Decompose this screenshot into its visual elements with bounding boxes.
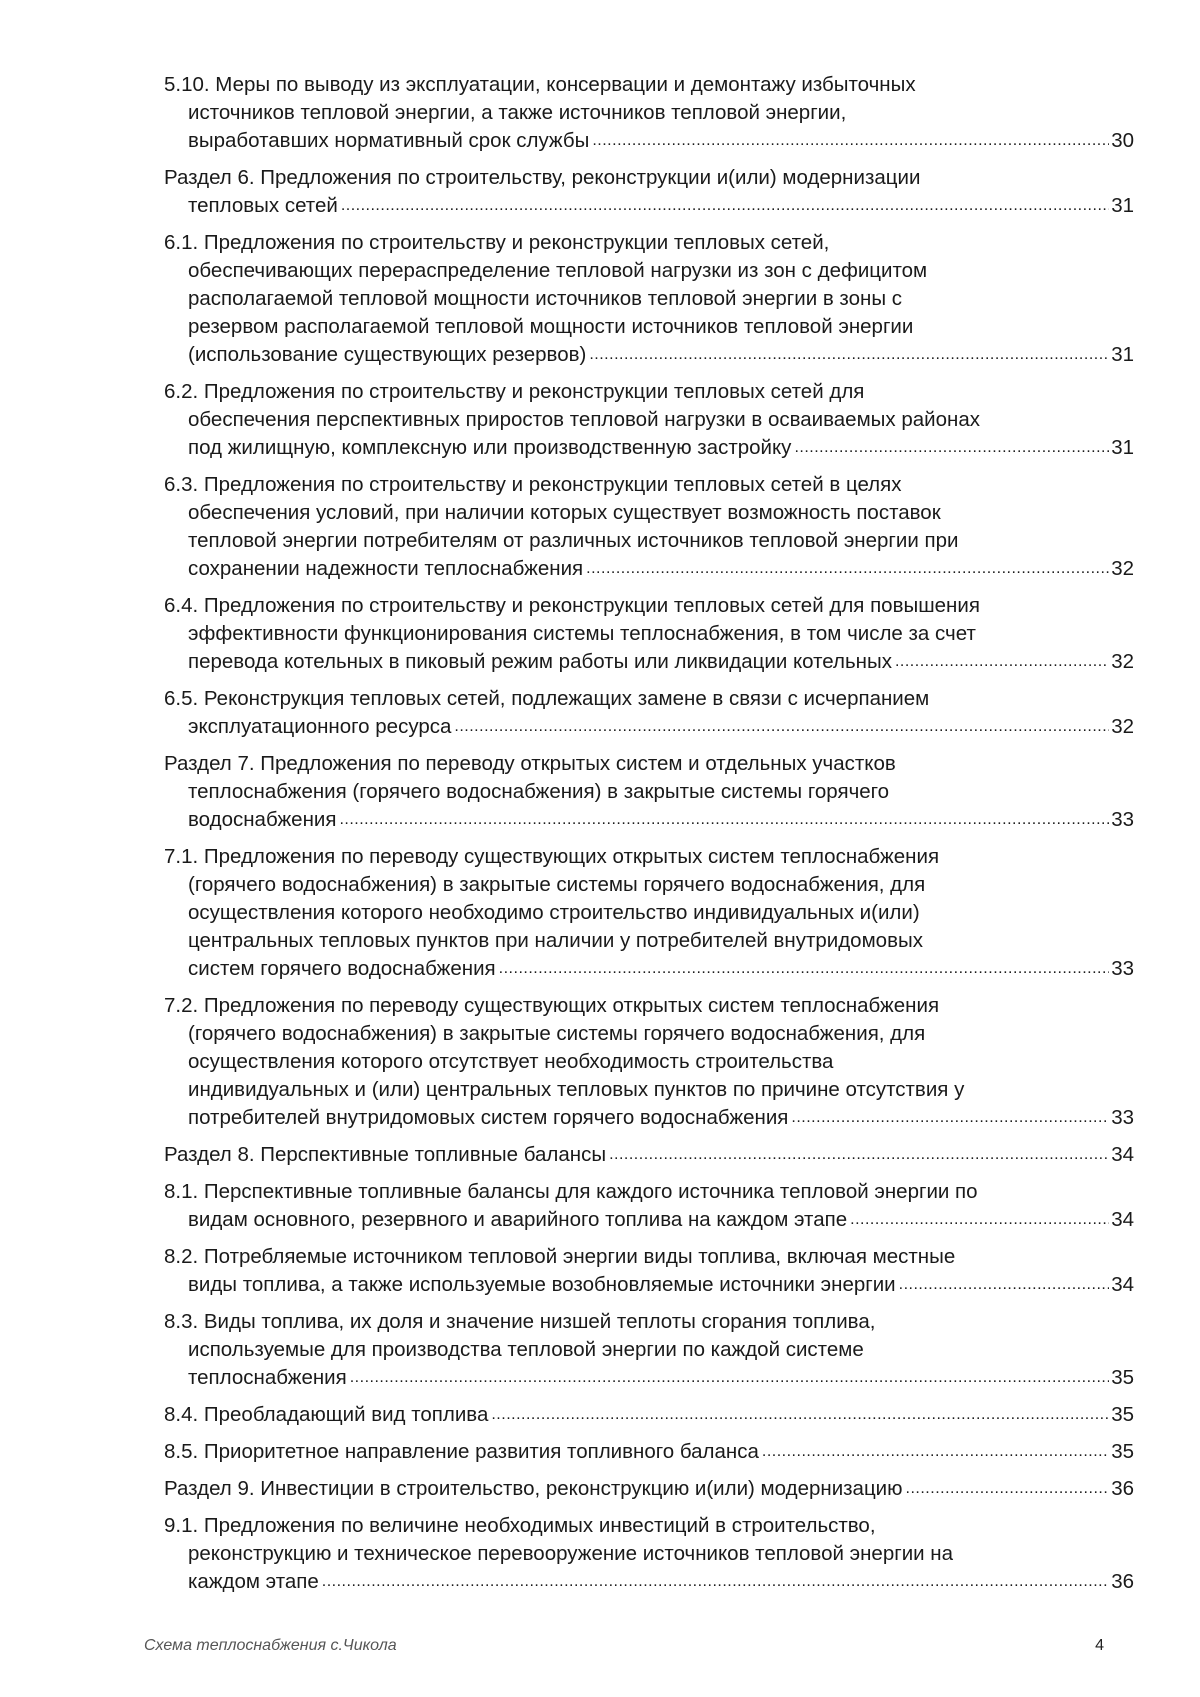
toc-entry-text: потребителей внутридомовых систем горячего водоснабжения xyxy=(188,1106,789,1129)
toc-entry-line xyxy=(164,1401,1134,1429)
toc-entry[interactable] xyxy=(164,750,1134,834)
toc-entry-line: 9.1. Предложения по величине необходимых инвестиций в строительство, xyxy=(164,1514,876,1537)
toc-page-number: 34 xyxy=(1111,1273,1134,1296)
toc-entry-text: (использование существующих резервов) xyxy=(188,343,587,366)
toc-entry-line: эффективности функционирования системы теплоснабжения, в том числе за счет xyxy=(188,622,976,645)
toc-entry-line xyxy=(164,1141,1134,1169)
toc-entry-line xyxy=(164,1438,1134,1466)
table-of-contents xyxy=(164,71,1134,1605)
dot-leader xyxy=(762,1438,1109,1466)
toc-entry-line: центральных тепловых пунктов при наличии у потребителей внутридомовых xyxy=(188,929,923,952)
toc-entry[interactable] xyxy=(164,1308,1134,1392)
toc-entry[interactable] xyxy=(164,592,1134,676)
footer-page-number: 4 xyxy=(1095,1637,1104,1654)
toc-entry-text: 8.5. Приоритетное направление развития топливного баланса xyxy=(164,1440,759,1463)
toc-entry-line xyxy=(164,806,1134,834)
toc-entry-line: располагаемой тепловой мощности источников тепловой энергии в зоны с xyxy=(188,287,902,310)
toc-entry-text: эксплуатационного ресурса xyxy=(188,715,452,738)
toc-entry[interactable] xyxy=(164,1438,1134,1466)
toc-page-number: 33 xyxy=(1111,1106,1134,1129)
toc-entry-line: теплоснабжения (горячего водоснабжения) в закрытые системы горячего xyxy=(188,780,890,803)
toc-page-number: 36 xyxy=(1111,1477,1134,1500)
toc-page-number: 35 xyxy=(1111,1440,1134,1463)
toc-entry-text: каждом этапе xyxy=(188,1570,319,1593)
toc-entry-text: теплоснабжения xyxy=(188,1366,347,1389)
toc-entry-line: 6.3. Предложения по строительству и реконструкции тепловых сетей в целях xyxy=(164,473,902,496)
dot-leader xyxy=(350,1364,1109,1392)
toc-page-number: 35 xyxy=(1111,1366,1134,1389)
toc-entry-line xyxy=(164,127,1134,155)
toc-entry-line xyxy=(164,1104,1134,1132)
toc-entry-line xyxy=(164,955,1134,983)
toc-entry-line xyxy=(164,713,1134,741)
toc-entry-line: осуществления которого необходимо строительство индивидуальных и(или) xyxy=(188,901,920,924)
toc-page-number: 32 xyxy=(1111,557,1134,580)
dot-leader xyxy=(794,434,1109,462)
toc-entry-text: выработавших нормативный срок службы xyxy=(188,129,590,152)
toc-entry-line: 5.10. Меры по выводу из эксплуатации, консервации и демонтажу избыточных xyxy=(164,73,916,96)
dot-leader xyxy=(339,806,1109,834)
toc-entry[interactable] xyxy=(164,1401,1134,1429)
toc-entry[interactable] xyxy=(164,1512,1134,1596)
toc-entry[interactable] xyxy=(164,1178,1134,1234)
toc-entry[interactable] xyxy=(164,378,1134,462)
toc-page-number: 31 xyxy=(1111,194,1134,217)
toc-entry-line: 8.2. Потребляемые источником тепловой энергии виды топлива, включая местные xyxy=(164,1245,956,1268)
toc-entry-line xyxy=(164,1475,1134,1503)
toc-entry-line: 6.1. Предложения по строительству и реконструкции тепловых сетей, xyxy=(164,231,830,254)
toc-entry-line: (горячего водоснабжения) в закрытые системы горячего водоснабжения, для xyxy=(188,1022,926,1045)
toc-entry-line: осуществления которого отсутствует необходимость строительства xyxy=(188,1050,834,1073)
toc-page-number: 33 xyxy=(1111,957,1134,980)
toc-entry-line xyxy=(164,341,1134,369)
toc-entry-line: 8.1. Перспективные топливные балансы для каждого источника тепловой энергии по xyxy=(164,1180,978,1203)
toc-entry-text: водоснабжения xyxy=(188,808,337,831)
toc-entry-text: перевода котельных в пиковый режим работы или ликвидации котельных xyxy=(188,650,892,673)
dot-leader xyxy=(341,192,1109,220)
toc-entry-line: (горячего водоснабжения) в закрытые системы горячего водоснабжения, для xyxy=(188,873,926,896)
toc-entry-line: используемые для производства тепловой энергии по каждой системе xyxy=(188,1338,864,1361)
toc-entry-line: 7.1. Предложения по переводу существующих открытых систем теплоснабжения xyxy=(164,845,940,868)
toc-page-number: 31 xyxy=(1111,436,1134,459)
footer-document-title: Схема теплоснабжения с.Чикола xyxy=(144,1637,397,1654)
toc-entry-line: источников тепловой энергии, а также источников тепловой энергии, xyxy=(188,101,847,124)
toc-entry[interactable] xyxy=(164,843,1134,983)
toc-entry[interactable] xyxy=(164,1243,1134,1299)
dot-leader xyxy=(895,648,1109,676)
toc-page-number: 35 xyxy=(1111,1403,1134,1426)
dot-leader xyxy=(491,1401,1109,1429)
dot-leader xyxy=(499,955,1110,983)
toc-entry-line xyxy=(164,192,1134,220)
toc-entry-line: 6.5. Реконструкция тепловых сетей, подлежащих замене в связи с исчерпанием xyxy=(164,687,930,710)
toc-entry-text: Раздел 9. Инвестиции в строительство, реконструкцию и(или) модернизацию xyxy=(164,1477,903,1500)
toc-entry-line xyxy=(164,434,1134,462)
toc-page-number: 31 xyxy=(1111,343,1134,366)
dot-leader xyxy=(586,555,1109,583)
toc-entry-text: систем горячего водоснабжения xyxy=(188,957,496,980)
toc-entry-line: 7.2. Предложения по переводу существующих открытых систем теплоснабжения xyxy=(164,994,940,1017)
toc-entry[interactable] xyxy=(164,992,1134,1132)
toc-entry-line xyxy=(164,648,1134,676)
toc-entry-line: 8.3. Виды топлива, их доля и значение низшей теплоты сгорания топлива, xyxy=(164,1310,876,1333)
toc-entry[interactable] xyxy=(164,685,1134,741)
dot-leader xyxy=(850,1206,1109,1234)
toc-entry[interactable] xyxy=(164,1141,1134,1169)
page-footer xyxy=(144,1637,1104,1655)
toc-entry-line: 6.4. Предложения по строительству и реконструкции тепловых сетей для повышения xyxy=(164,594,980,617)
toc-entry-text: Раздел 8. Перспективные топливные балансы xyxy=(164,1143,607,1166)
toc-entry-text: тепловых сетей xyxy=(188,194,338,217)
dot-leader xyxy=(589,341,1109,369)
toc-entry[interactable] xyxy=(164,1475,1134,1503)
toc-page-number: 34 xyxy=(1111,1143,1134,1166)
toc-entry-text: видам основного, резервного и аварийного топлива на каждом этапе xyxy=(188,1208,848,1231)
toc-entry-line xyxy=(164,555,1134,583)
dot-leader xyxy=(906,1475,1110,1503)
toc-entry-line: обеспечения условий, при наличии которых существует возможность поставок xyxy=(188,501,941,524)
toc-page-number: 34 xyxy=(1111,1208,1134,1231)
toc-entry-line xyxy=(164,1271,1134,1299)
toc-entry-line: резервом располагаемой тепловой мощности источников тепловой энергии xyxy=(188,315,914,338)
toc-entry-line xyxy=(164,1364,1134,1392)
toc-entry[interactable] xyxy=(164,164,1134,220)
toc-page-number: 32 xyxy=(1111,650,1134,673)
toc-entry-text: под жилищную, комплексную или производственную застройку xyxy=(188,436,792,459)
dot-leader xyxy=(322,1568,1109,1596)
toc-entry-line: обеспечения перспективных приростов тепловой нагрузки в осваиваемых районах xyxy=(188,408,980,431)
toc-entry[interactable] xyxy=(164,71,1134,155)
toc-entry-line xyxy=(164,1206,1134,1234)
dot-leader xyxy=(454,713,1109,741)
dot-leader xyxy=(791,1104,1109,1132)
dot-leader xyxy=(609,1141,1109,1169)
toc-entry-line: Раздел 7. Предложения по переводу открытых систем и отдельных участков xyxy=(164,752,896,775)
toc-entry-line: 6.2. Предложения по строительству и реконструкции тепловых сетей для xyxy=(164,380,865,403)
toc-page-number: 30 xyxy=(1111,129,1134,152)
toc-entry-line: Раздел 6. Предложения по строительству, реконструкции и(или) модернизации xyxy=(164,166,921,189)
toc-page-number: 36 xyxy=(1111,1570,1134,1593)
toc-entry-text: сохранении надежности теплоснабжения xyxy=(188,557,584,580)
toc-entry-text: виды топлива, а также используемые возобновляемые источники энергии xyxy=(188,1273,896,1296)
toc-entry[interactable] xyxy=(164,229,1134,369)
dot-leader xyxy=(592,127,1109,155)
toc-entry-text: 8.4. Преобладающий вид топлива xyxy=(164,1403,489,1426)
toc-entry-line: реконструкцию и техническое перевооружение источников тепловой энергии на xyxy=(188,1542,954,1565)
toc-entry-line: тепловой энергии потребителям от различных источников тепловой энергии при xyxy=(188,529,959,552)
dot-leader xyxy=(899,1271,1110,1299)
toc-page-number: 32 xyxy=(1111,715,1134,738)
toc-entry-line: индивидуальных и (или) центральных тепловых пунктов по причине отсутствия у xyxy=(188,1078,965,1101)
toc-entry-line xyxy=(164,1568,1134,1596)
toc-page-number: 33 xyxy=(1111,808,1134,831)
toc-entry[interactable] xyxy=(164,471,1134,583)
toc-entry-line: обеспечивающих перераспределение тепловой нагрузки из зон с дефицитом xyxy=(188,259,928,282)
